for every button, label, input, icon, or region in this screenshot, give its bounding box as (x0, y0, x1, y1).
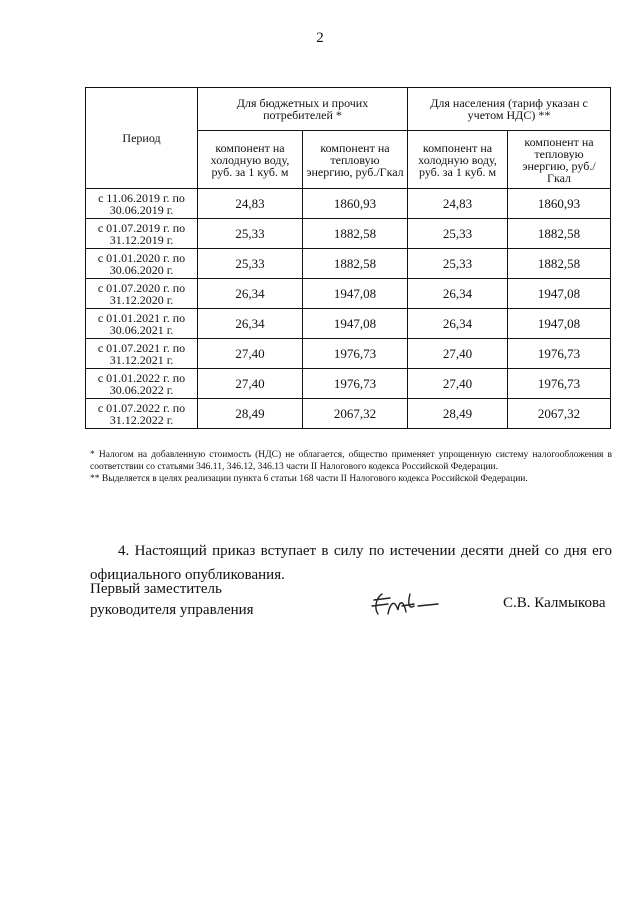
period-cell: с 11.06.2019 г. по 30.06.2019 г. (86, 189, 198, 219)
period-cell: с 01.07.2020 г. по 31.12.2020 г. (86, 279, 198, 309)
header-population: Для населения (тариф указан с учетом НДС) ** (408, 88, 611, 131)
budget-water-cell: 25,33 (198, 249, 303, 279)
footnote-vat: * Налогом на добавленную стоимость (НДС) не облагается, общество применяет упрощенную систему налогообложения в соответствии со статьями 346.11, 346.12, 346.13 части II Налогового кодекса Российской Федерации. (90, 450, 612, 472)
table-row (86, 309, 611, 339)
handwritten-signature (368, 584, 448, 625)
budget-heat-cell: 1976,73 (303, 339, 408, 369)
population-heat-cell: 1947,08 (508, 309, 611, 339)
population-water-cell: 24,83 (408, 189, 508, 219)
population-heat-cell: 1947,08 (508, 279, 611, 309)
population-water-cell: 27,40 (408, 369, 508, 399)
signature-icon (368, 584, 448, 620)
header-budget-consumers: Для бюджетных и прочих потребителей * (198, 88, 408, 131)
population-heat-cell: 2067,32 (508, 399, 611, 429)
budget-heat-cell: 1976,73 (303, 369, 408, 399)
budget-water-cell: 24,83 (198, 189, 303, 219)
budget-heat-cell: 1860,93 (303, 189, 408, 219)
budget-water-cell: 25,33 (198, 219, 303, 249)
signatory-position (90, 579, 254, 621)
subheader-cold-water-population: компонент на холодную воду, руб. за 1 куб. м (408, 131, 508, 189)
budget-heat-cell: 1882,58 (303, 249, 408, 279)
population-heat-cell: 1860,93 (508, 189, 611, 219)
subheader-cold-water-budget: компонент на холодную воду, руб. за 1 куб. м (198, 131, 303, 189)
population-heat-cell: 1976,73 (508, 339, 611, 369)
population-water-cell: 27,40 (408, 339, 508, 369)
budget-water-cell: 26,34 (198, 279, 303, 309)
budget-heat-cell: 1882,58 (303, 219, 408, 249)
position-line-1: Первый заместитель (90, 581, 222, 597)
budget-water-cell: 27,40 (198, 369, 303, 399)
subheader-heat-budget: компонент на тепловую энергию, руб./Гкал (303, 131, 408, 189)
header-period: Период (86, 88, 198, 189)
budget-heat-cell: 1947,08 (303, 279, 408, 309)
period-cell: с 01.01.2022 г. по 30.06.2022 г. (86, 369, 198, 399)
population-water-cell: 28,49 (408, 399, 508, 429)
footnote-tax-code: ** Выделяется в целях реализации пункта 6 статьи 168 части II Налогового кодекса Российской Федерации. (90, 474, 528, 484)
position-line-2: руководителя управления (90, 602, 254, 618)
period-cell: с 01.07.2021 г. по 31.12.2021 г. (86, 339, 198, 369)
table-row (86, 339, 611, 369)
table-row (86, 279, 611, 309)
page-number: 2 (316, 30, 324, 46)
subheader-heat-population: компонент на тепловую энергию, руб./Гкал (508, 131, 611, 189)
population-water-cell: 25,33 (408, 249, 508, 279)
population-water-cell: 26,34 (408, 279, 508, 309)
period-cell: с 01.07.2022 г. по 31.12.2022 г. (86, 399, 198, 429)
table-row (86, 219, 611, 249)
period-cell: с 01.01.2021 г. по 30.06.2021 г. (86, 309, 198, 339)
table-row (86, 249, 611, 279)
budget-heat-cell: 2067,32 (303, 399, 408, 429)
period-cell: с 01.01.2020 г. по 30.06.2020 г. (86, 249, 198, 279)
budget-water-cell: 27,40 (198, 339, 303, 369)
table-row (86, 189, 611, 219)
tariff-table (85, 87, 611, 429)
population-water-cell: 26,34 (408, 309, 508, 339)
budget-water-cell: 26,34 (198, 309, 303, 339)
table-row (86, 399, 611, 429)
footnotes (90, 449, 612, 485)
table-row (86, 369, 611, 399)
budget-water-cell: 28,49 (198, 399, 303, 429)
population-heat-cell: 1882,58 (508, 219, 611, 249)
population-heat-cell: 1976,73 (508, 369, 611, 399)
clause-4: 4. Настоящий приказ вступает в силу по истечении десяти дней со дня его официального опубликования. (90, 543, 612, 583)
budget-heat-cell: 1947,08 (303, 309, 408, 339)
signatory-name: С.В. Калмыкова (503, 595, 606, 611)
period-cell: с 01.07.2019 г. по 31.12.2019 г. (86, 219, 198, 249)
population-water-cell: 25,33 (408, 219, 508, 249)
population-heat-cell: 1882,58 (508, 249, 611, 279)
